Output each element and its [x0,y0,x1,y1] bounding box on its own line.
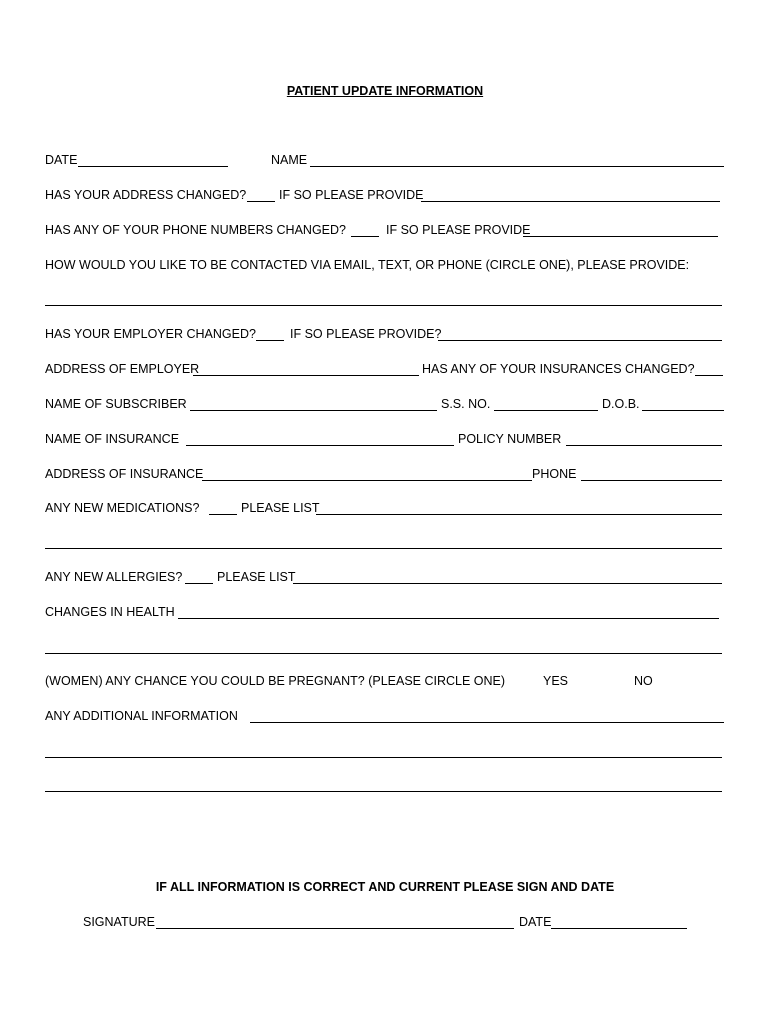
dob-field[interactable] [642,410,724,411]
signature-label: SIGNATURE [83,915,155,929]
signature-date-field[interactable] [551,928,687,929]
health-changes-field[interactable] [178,618,719,619]
policy-number-label: POLICY NUMBER [458,432,562,446]
medications-list-label: PLEASE LIST [241,501,320,515]
insurance-name-field[interactable] [186,445,454,446]
health-changes-label: CHANGES IN HEALTH [45,605,175,619]
pregnancy-question-label: (WOMEN) ANY CHANCE YOU COULD BE PREGNANT? (PLEASE CIRCLE ONE) [45,674,506,688]
address-changed-label: HAS YOUR ADDRESS CHANGED? [45,188,247,202]
insurance-phone-field[interactable] [581,480,722,481]
health-changes-extra-field[interactable] [45,653,722,654]
insurance-changed-answer-field[interactable] [695,375,723,376]
pregnancy-yes-option[interactable]: YES [543,674,569,688]
pregnancy-no-option[interactable]: NO [634,674,653,688]
additional-info-extra-field-2[interactable] [45,791,722,792]
new-employer-field[interactable] [438,340,722,341]
insurance-phone-label: PHONE [532,467,577,481]
employer-provide-label: IF SO PLEASE PROVIDE? [290,327,442,341]
phone-provide-label: IF SO PLEASE PROVIDE [386,223,531,237]
allergies-list-label: PLEASE LIST [217,570,296,584]
phone-changed-label: HAS ANY OF YOUR PHONE NUMBERS CHANGED? [45,223,346,237]
employer-address-field[interactable] [193,375,419,376]
name-field[interactable] [310,166,724,167]
dob-label: D.O.B. [602,397,640,411]
new-address-field[interactable] [421,201,720,202]
employer-changed-answer-field[interactable] [256,340,284,341]
signature-date-label: DATE [519,915,552,929]
ssn-field[interactable] [494,410,598,411]
insurance-address-label: ADDRESS OF INSURANCE [45,467,204,481]
ssn-label: S.S. NO. [441,397,491,411]
form-title: PATIENT UPDATE INFORMATION [286,84,484,98]
additional-info-label: ANY ADDITIONAL INFORMATION [45,709,238,723]
insurance-name-label: NAME OF INSURANCE [45,432,180,446]
address-changed-answer-field[interactable] [247,201,275,202]
medications-list-extra-field[interactable] [45,548,722,549]
new-phone-field[interactable] [523,236,718,237]
new-allergies-label: ANY NEW ALLERGIES? [45,570,183,584]
new-medications-answer-field[interactable] [209,514,237,515]
date-label: DATE [45,153,78,167]
employer-changed-label: HAS YOUR EMPLOYER CHANGED? [45,327,256,341]
date-field[interactable] [78,166,228,167]
sign-instruction: IF ALL INFORMATION IS CORRECT AND CURRENT PLEASE SIGN AND DATE [155,880,615,894]
contact-method-field[interactable] [45,305,722,306]
allergies-list-field[interactable] [293,583,722,584]
insurance-changed-label: HAS ANY OF YOUR INSURANCES CHANGED? [422,362,695,376]
additional-info-extra-field-1[interactable] [45,757,722,758]
address-provide-label: IF SO PLEASE PROVIDE [279,188,424,202]
subscriber-name-field[interactable] [190,410,437,411]
phone-changed-answer-field[interactable] [351,236,379,237]
subscriber-name-label: NAME OF SUBSCRIBER [45,397,187,411]
new-medications-label: ANY NEW MEDICATIONS? [45,501,200,515]
medications-list-field[interactable] [316,514,722,515]
new-allergies-answer-field[interactable] [185,583,213,584]
additional-info-field[interactable] [250,722,724,723]
employer-address-label: ADDRESS OF EMPLOYER [45,362,200,376]
policy-number-field[interactable] [566,445,722,446]
insurance-address-field[interactable] [202,480,532,481]
name-label: NAME [271,153,308,167]
contact-method-label: HOW WOULD YOU LIKE TO BE CONTACTED VIA EMAIL, TEXT, OR PHONE (CIRCLE ONE), PLEASE PROVIDE: [45,258,690,272]
signature-field[interactable] [156,928,514,929]
